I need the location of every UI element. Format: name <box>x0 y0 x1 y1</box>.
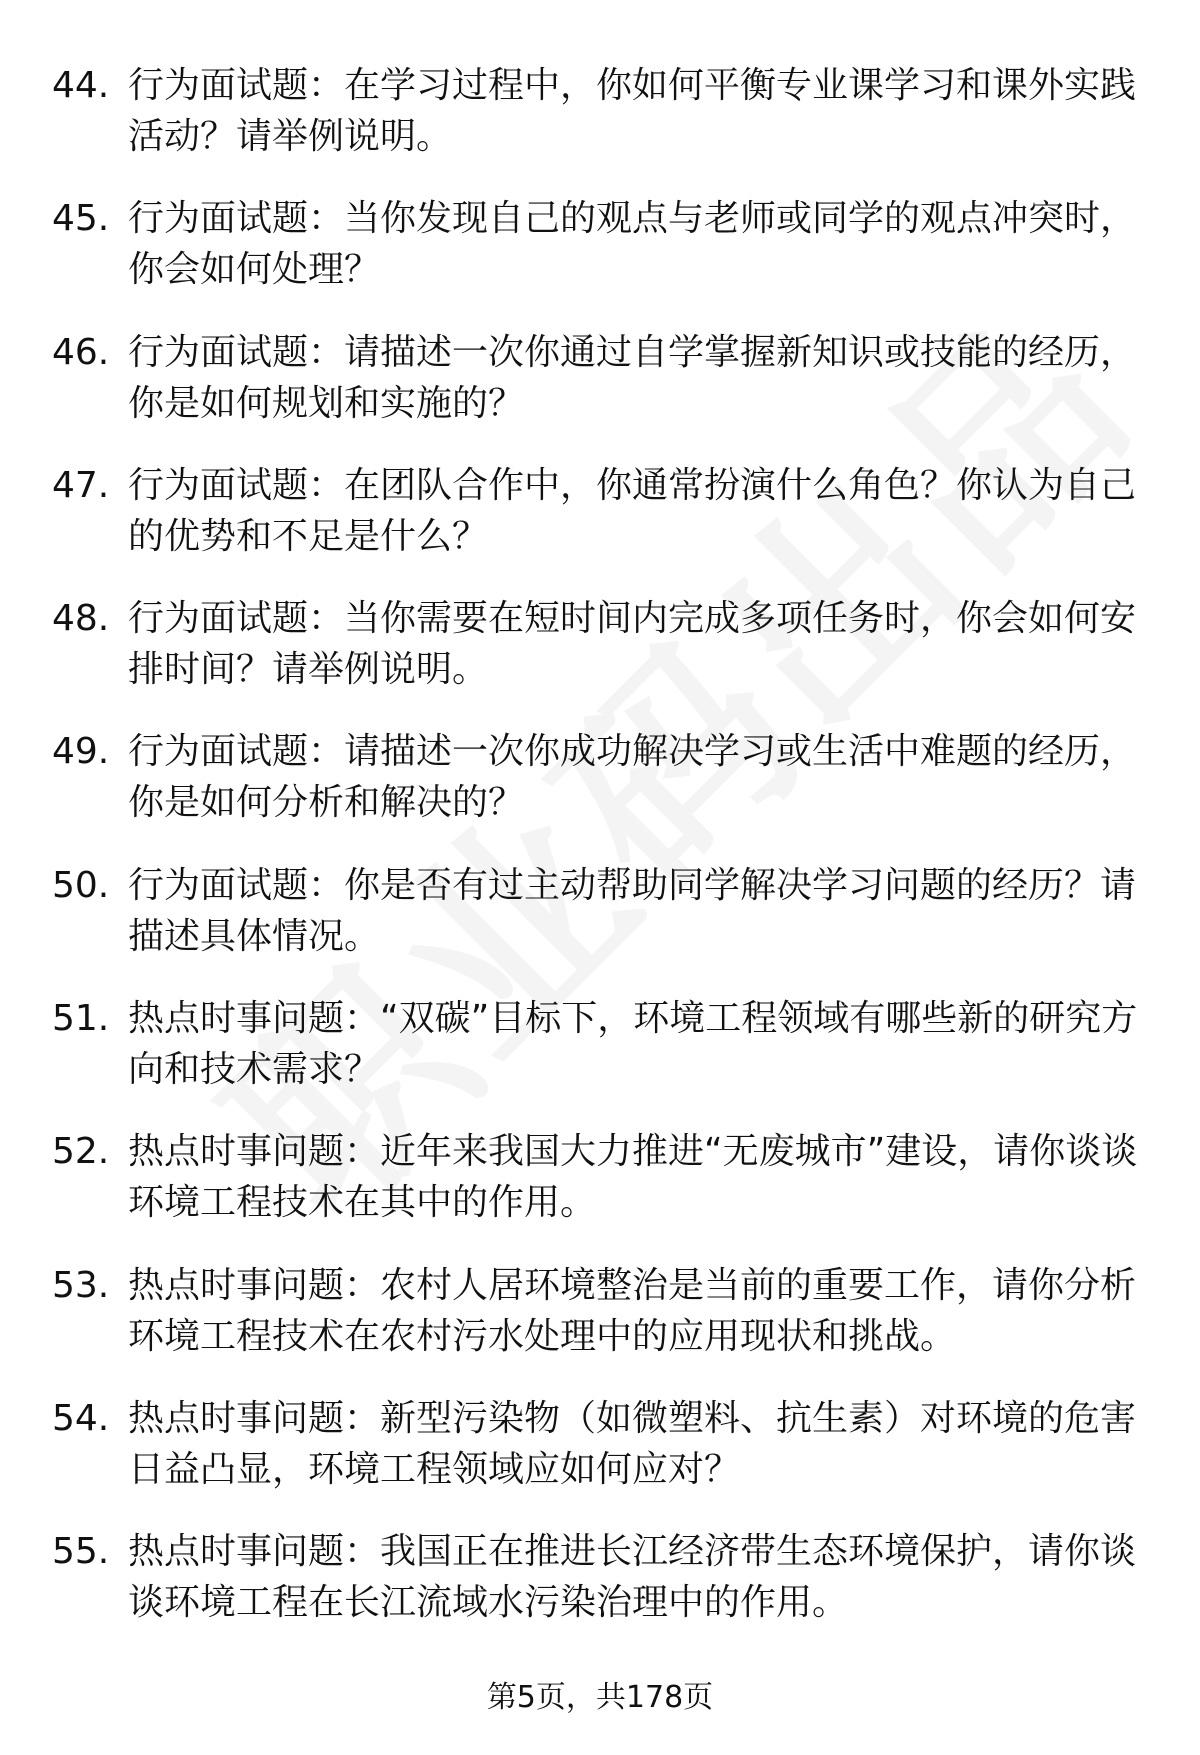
page-footer: 第5页，共178页 <box>486 1680 714 1715</box>
item-number: 51. <box>52 998 110 1040</box>
item-text: 行为面试题：当你发现自己的观点与老师或同学的观点冲突时，你会如何处理？ <box>128 198 1137 291</box>
item-number: 52. <box>52 1131 110 1173</box>
list-item <box>52 593 1152 726</box>
list-item <box>52 1260 1152 1393</box>
item-number: 45. <box>52 198 110 240</box>
list-item <box>52 860 1152 993</box>
list-item <box>52 60 1152 193</box>
item-number: 55. <box>52 1531 110 1573</box>
item-text: 热点时事问题：农村人居环境整治是当前的重要工作，请你分析环境工程技术在农村污水处理中的应用现状和挑战。 <box>128 1264 1137 1357</box>
item-number: 50. <box>52 864 110 906</box>
item-text: 热点时事问题：近年来我国大力推进“无废城市”建设，请你谈谈环境工程技术在其中的作用。 <box>128 1131 1138 1224</box>
item-text: 行为面试题：在学习过程中，你如何平衡专业课学习和课外实践活动？请举例说明。 <box>128 65 1137 157</box>
item-text: 行为面试题：你是否有过主动帮助同学解决学习问题的经历？请描述具体情况。 <box>128 864 1137 957</box>
item-number: 44. <box>52 65 110 106</box>
list-item <box>52 1526 1152 1659</box>
item-number: 54. <box>52 1397 110 1439</box>
item-number: 53. <box>52 1264 110 1306</box>
list-item <box>52 993 1152 1126</box>
item-number: 47. <box>52 464 110 506</box>
item-text: 热点时事问题：“双碳”目标下，环境工程领域有哪些新的研究方向和技术需求？ <box>128 998 1138 1091</box>
item-number: 46. <box>52 331 110 373</box>
item-text: 行为面试题：当你需要在短时间内完成多项任务时，你会如何安排时间？请举例说明。 <box>128 598 1137 691</box>
list-item <box>52 1393 1152 1526</box>
item-text: 行为面试题：在团队合作中，你通常扮演什么角色？你认为自己的优势和不足是什么？ <box>128 464 1137 557</box>
item-text: 热点时事问题：我国正在推进长江经济带生态环境保护，请你谈谈环境工程在长江流域水污染治理中的作用。 <box>128 1531 1137 1624</box>
item-text: 热点时事问题：新型污染物（如微塑料、抗生素）对环境的危害日益凸显，环境工程领域应如何应对？ <box>128 1397 1137 1490</box>
item-text: 行为面试题：请描述一次你通过自学掌握新知识或技能的经历，你是如何规划和实施的？ <box>128 331 1137 424</box>
item-number: 49. <box>52 731 110 773</box>
list-item <box>52 460 1152 593</box>
list-item <box>52 726 1152 859</box>
item-text: 行为面试题：请描述一次你成功解决学习或生活中难题的经历，你是如何分析和解决的？ <box>128 731 1137 824</box>
list-item <box>52 327 1152 460</box>
item-number: 48. <box>52 598 110 640</box>
question-list <box>52 60 1152 1660</box>
list-item <box>52 193 1152 326</box>
list-item <box>52 1126 1152 1259</box>
